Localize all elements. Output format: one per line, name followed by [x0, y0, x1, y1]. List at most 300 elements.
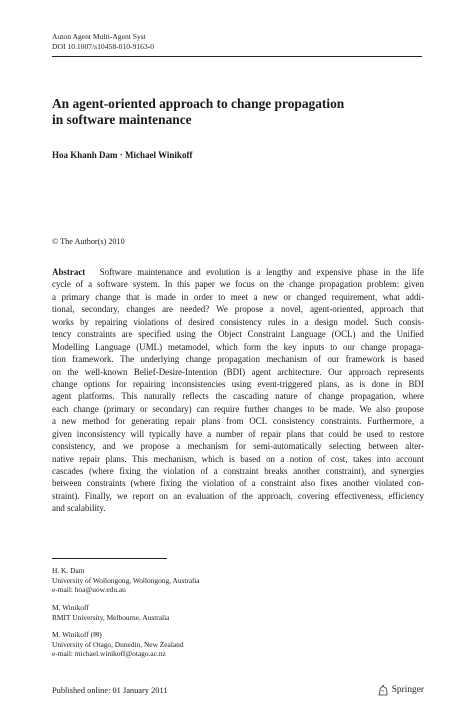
abstract-word: novel, — [280, 304, 304, 315]
abstract-word: (BDI) — [223, 366, 246, 377]
abstract-word: architecture. — [277, 366, 322, 377]
abstract-word: between — [368, 441, 398, 452]
abstract-word: between — [52, 478, 82, 489]
abstract-word: tency — [52, 329, 72, 340]
abstract-word: cascading — [233, 391, 269, 402]
abstract-word: this — [177, 279, 191, 290]
abstract-word: (OCL) — [331, 329, 356, 340]
doi: DOI 10.1007/s10458-010-9163-0 — [52, 42, 155, 51]
abstract-word: (primary — [103, 403, 135, 414]
abstract-word: event-triggered — [257, 378, 313, 389]
abstract-word: design — [314, 316, 338, 327]
abstract-word: metamodel, — [168, 341, 210, 352]
abstract-word: is — [145, 291, 152, 302]
abstract-word: changed — [296, 291, 327, 302]
abstract-word: propagation — [319, 279, 362, 290]
abstract-word: could — [328, 428, 349, 439]
abstract-word: phase — [357, 267, 378, 277]
abstract-word: and — [102, 441, 116, 452]
abstract-word: changes — [126, 304, 156, 315]
abstract-word: of — [229, 490, 237, 501]
abstract-word: are — [162, 304, 174, 315]
abstract-line — [52, 465, 424, 477]
abstract-word: This — [121, 391, 138, 402]
abstract-word: constraints — [77, 329, 116, 340]
abstract-word: into — [376, 453, 391, 464]
abstract-word: system. — [132, 279, 160, 290]
abstract-line — [52, 440, 424, 452]
abstract-word: used — [366, 428, 383, 439]
abstract-word: repairing — [94, 316, 128, 327]
abstract-word: requirement, — [331, 291, 378, 302]
abstract-word: for — [116, 378, 127, 389]
abstract-word: violation — [202, 478, 235, 489]
abstract-word: fixes — [320, 478, 338, 489]
abstract-word: focus — [235, 279, 255, 290]
abstract-word: con- — [408, 478, 424, 489]
abstract-word: for — [235, 441, 246, 452]
abstract-word: also — [376, 403, 391, 414]
abstract-word: BDI — [408, 378, 424, 389]
abstract-word: for — [115, 416, 126, 427]
abstract-word: notion — [289, 453, 313, 464]
abstract-word: have — [185, 428, 203, 439]
abstract-word: a — [256, 267, 261, 277]
abstract-word: plans — [201, 416, 221, 427]
abstract-word: a — [419, 416, 424, 427]
abstract-word: framework. — [72, 354, 114, 365]
journal-name: Auton Agent Multi-Agent Syst — [52, 32, 146, 41]
abstract-word: efficiency — [388, 490, 424, 501]
abstract-word: consistency — [220, 316, 262, 327]
abstract-word: constraints — [86, 478, 126, 489]
abstract-word: in — [395, 378, 403, 389]
abstract-word: alter- — [405, 441, 424, 452]
abstract-word: framework — [345, 354, 385, 365]
affiliation-email: e-mail: michael.winikoff@otago.ac.nz — [52, 649, 166, 659]
abstract-word: that — [410, 304, 424, 315]
abstract-line — [52, 341, 424, 353]
abstract-word: change — [52, 378, 78, 389]
abstract-word: changes — [273, 403, 303, 414]
abstract-word: propagation, — [350, 391, 396, 402]
abstract-word: using — [231, 378, 252, 389]
abstract-word: the — [379, 329, 391, 340]
abstract-word: specified — [138, 329, 171, 340]
abstract-word: report — [132, 490, 154, 501]
abstract-word: which — [201, 453, 224, 464]
abstract-word: reflects — [182, 391, 209, 402]
abstract-word: Software — [99, 267, 132, 277]
abstract-word: on — [266, 453, 275, 464]
abstract-word: and — [298, 267, 312, 277]
abstract-word: based — [240, 453, 261, 464]
abstract-word: we — [219, 279, 231, 290]
abstract-word: in — [181, 291, 189, 302]
abstract-word: Modelling — [52, 341, 90, 352]
abstract-word: another — [293, 466, 320, 476]
abstract-word: of — [75, 279, 84, 290]
abstract-word: fixing — [160, 478, 182, 489]
abstract-word: plans — [286, 428, 306, 439]
abstract-word: platforms. — [78, 391, 115, 402]
abstract-word: tion — [52, 354, 66, 365]
abstract-word: maintenance — [137, 267, 183, 277]
abstract-word: will — [130, 428, 145, 439]
abstract-word: violated — [374, 478, 404, 489]
abstract-word: what — [382, 291, 401, 302]
abstract-word: underlying — [140, 354, 180, 365]
abstract-word: the — [395, 267, 407, 277]
abstract-word: also — [300, 478, 316, 489]
abstract-word: meet — [230, 291, 249, 302]
affiliation-institution: University of Otago, Dunedin, New Zealand — [52, 639, 184, 649]
abstract-line — [52, 453, 424, 465]
abstract-word: repair — [174, 416, 196, 427]
abstract-word: new — [263, 291, 278, 302]
abstract-word: a — [52, 291, 56, 302]
abstract-word: inconsistencies — [171, 378, 226, 389]
abstract-word: lengthy — [265, 267, 293, 277]
title-line: in software maintenance — [52, 112, 192, 127]
affiliation-name: M. Winikoff — [52, 603, 89, 612]
header-rule — [52, 56, 422, 57]
abstract-word: is — [391, 354, 398, 365]
publisher-name: Springer — [391, 685, 424, 695]
abstract-word: and — [52, 503, 68, 514]
abstract-word: OCL — [249, 416, 268, 427]
abstract-word: straint). — [52, 490, 80, 501]
abstract-word: secondary, — [81, 304, 120, 315]
abstract-word: evolution — [206, 267, 240, 277]
abstract-word: software — [97, 279, 128, 290]
affiliation-institution: University of Wollongong, Wollongong, Australia — [52, 575, 200, 585]
copyright-notice: © The Author(s) 2010 — [52, 237, 125, 246]
abstract-line — [52, 328, 424, 340]
abstract-word: the — [273, 279, 285, 290]
abstract-word: done — [371, 378, 389, 389]
abstract-word: We — [216, 304, 228, 315]
abstract-word: we — [122, 441, 134, 452]
abstract-line — [52, 266, 424, 278]
abstract-word: propaga- — [392, 341, 424, 352]
abstract-word: inputs — [302, 341, 325, 352]
abstract-word: options — [83, 378, 110, 389]
abstract-word: In — [164, 279, 173, 290]
abstract-line — [52, 316, 424, 328]
abstract-word: and — [187, 267, 201, 277]
abstract-word: the — [67, 366, 79, 377]
abstract-word: a — [270, 304, 274, 315]
abstract-word: works — [52, 316, 74, 327]
abstract-word: an — [173, 490, 182, 501]
abstract-word: that — [310, 428, 324, 439]
abstract-word: be — [353, 428, 362, 439]
abstract-word: (where — [130, 478, 156, 489]
abstract-word: the — [146, 466, 158, 476]
abstract-word: desired — [188, 316, 215, 327]
abstract-word: well-known — [84, 366, 128, 377]
abstract-word: Belief-Desire-Intention — [133, 366, 218, 377]
springer-horse-icon — [377, 684, 389, 696]
abstract-word: new — [61, 416, 77, 427]
abstract-word: and — [361, 329, 375, 340]
abstract-word: model. — [343, 316, 369, 327]
abstract-line — [52, 278, 424, 290]
abstract-word: of — [313, 354, 321, 365]
abstract-word: method — [82, 416, 110, 427]
abstract-word: change — [360, 341, 387, 352]
abstract-word: consistency, — [52, 441, 96, 452]
abstract-word: based — [403, 354, 424, 365]
abstract-word: constraint), — [325, 466, 367, 476]
abstract-word: rules — [267, 316, 286, 327]
abstract-word: we — [116, 490, 128, 501]
abstract-word: of — [318, 453, 326, 464]
abstract-word: which — [215, 341, 238, 352]
abstract-word: naturally — [143, 391, 176, 402]
abstract-word: evaluation — [186, 490, 224, 501]
abstract-word: native — [52, 453, 74, 464]
abstract-word: is — [245, 267, 252, 277]
abstract-word: a — [213, 466, 218, 476]
abstract-word: a — [176, 441, 181, 452]
abstract-word: breaks — [264, 466, 288, 476]
abstract-word: generating — [131, 416, 169, 427]
abstract-word: from — [226, 416, 244, 427]
abstract-line — [52, 490, 424, 502]
abstract-word: approach — [370, 304, 404, 315]
abstract-line — [52, 291, 424, 303]
abstract-word: change — [95, 291, 121, 302]
abstract-word: agent — [52, 391, 72, 402]
abstract-line — [52, 502, 424, 514]
abstract-word: another — [342, 478, 370, 489]
abstract-word: mechanism — [187, 441, 229, 452]
abstract-word: key — [283, 341, 297, 352]
abstract-word: in — [291, 316, 299, 327]
abstract-word: constraint — [223, 466, 259, 476]
abstract-word: violations — [133, 316, 169, 327]
abstract — [52, 266, 424, 515]
abstract-word: agent — [251, 366, 271, 377]
abstract-word: selecting — [329, 441, 361, 452]
abstract-word: synergies — [390, 466, 424, 476]
abstract-word: of — [304, 391, 312, 402]
abstract-word: Constraint — [247, 329, 285, 340]
abstract-word: (UML) — [136, 341, 163, 352]
abstract-word: the — [215, 391, 227, 402]
abstract-word: Finally, — [84, 490, 112, 501]
abstract-word: further — [244, 403, 269, 414]
abstract-word: addi- — [405, 291, 424, 302]
abstract-word: primary — [61, 291, 90, 302]
abstract-word: covering — [298, 490, 330, 501]
abstract-word: propose — [140, 441, 169, 452]
abstract-word: to — [387, 428, 395, 439]
affiliation-name: M. Winikoff (✉) — [52, 630, 102, 639]
abstract-word: a — [207, 428, 212, 439]
abstract-line — [52, 403, 424, 415]
abstract-word: the — [201, 329, 213, 340]
abstract-word: a — [304, 316, 309, 327]
abstract-word: can — [196, 403, 210, 414]
abstract-word: the — [186, 478, 198, 489]
abstract-label: Abstract — [52, 267, 86, 277]
abstract-word: constraints. — [320, 416, 362, 427]
abstract-word: inconsistency — [76, 428, 126, 439]
abstract-word: expensive — [316, 267, 353, 277]
abstract-word: plans. — [105, 453, 127, 464]
abstract-word: constraint — [260, 478, 296, 489]
abstract-word: account — [396, 453, 424, 464]
abstract-word: fixing — [119, 466, 141, 476]
abstract-word: problem: — [366, 279, 400, 290]
abstract-word: the — [266, 341, 278, 352]
abstract-word: by — [79, 316, 89, 327]
abstract-word: where — [402, 391, 424, 402]
abstract-word: mechanism, — [153, 453, 197, 464]
abstract-word: using — [176, 329, 196, 340]
abstract-word: of — [174, 316, 183, 327]
abstract-word: or — [283, 291, 291, 302]
abstract-word: to — [218, 291, 226, 302]
paper-title — [52, 96, 432, 128]
abstract-word: paper — [194, 279, 215, 290]
abstract-word: mechanism — [266, 354, 308, 365]
footnote-rule — [52, 558, 167, 559]
affiliation-block — [52, 566, 200, 595]
abstract-word: a — [251, 478, 256, 489]
abstract-word: be — [319, 403, 328, 414]
abstract-word: cascades — [52, 466, 84, 476]
abstract-word: propagation — [217, 354, 260, 365]
abstract-word: our — [343, 341, 355, 352]
abstract-word: Furthermore, — [367, 416, 415, 427]
abstract-word: (where — [88, 466, 114, 476]
abstract-word: order — [193, 291, 213, 302]
abstract-word: Language — [290, 329, 326, 340]
abstract-word: takes — [352, 453, 372, 464]
abstract-line — [52, 378, 424, 390]
abstract-word: approach — [348, 366, 382, 377]
abstract-word: nature — [275, 391, 298, 402]
abstract-word: change — [318, 391, 344, 402]
abstract-word: change — [73, 403, 99, 414]
abstract-word: on — [52, 366, 61, 377]
abstract-word: cycle — [52, 279, 71, 290]
abstract-word: in — [383, 267, 391, 277]
affiliation-name: H. K. Dam — [52, 566, 85, 575]
abstract-word: restore — [399, 428, 424, 439]
publisher-logo — [377, 684, 424, 696]
abstract-line — [52, 415, 424, 427]
abstract-word: propose — [395, 403, 424, 414]
abstract-line — [52, 303, 424, 315]
abstract-word: number — [215, 428, 244, 439]
abstract-word: as — [345, 378, 354, 389]
abstract-word: of — [239, 478, 247, 489]
abstract-word: agent-oriented, — [309, 304, 364, 315]
title-line: An agent-oriented approach to change propagation — [52, 96, 345, 111]
abstract-word: that — [126, 291, 140, 302]
abstract-word: a — [280, 453, 285, 464]
abstract-word: The — [120, 354, 135, 365]
running-header — [52, 32, 154, 52]
abstract-word: tional, — [52, 304, 75, 315]
affiliation-email: e-mail: hoa@uow.edu.au — [52, 585, 126, 595]
abstract-word: is — [359, 378, 366, 389]
abstract-word: scalability. — [67, 503, 106, 514]
abstract-word: secondary) — [152, 403, 192, 414]
abstract-word: or — [139, 403, 148, 414]
abstract-word: a — [253, 291, 258, 302]
abstract-word: consistency — [272, 416, 315, 427]
abstract-word: our — [327, 354, 340, 365]
abstract-word: is — [228, 453, 235, 464]
abstract-word: a — [88, 279, 93, 290]
abstract-word: made. — [332, 403, 355, 414]
abstract-word: Language — [95, 341, 131, 352]
abstract-word: repair — [260, 428, 282, 439]
abstract-word: require — [214, 403, 240, 414]
abstract-word: represents — [387, 366, 424, 377]
affiliation-block — [52, 603, 169, 622]
abstract-word: violation — [163, 466, 195, 476]
author-list: Hoa Khanh Dam · Michael Winikoff — [52, 150, 193, 160]
abstract-word: form — [243, 341, 261, 352]
abstract-word: are — [121, 329, 133, 340]
abstract-word: and — [371, 466, 385, 476]
abstract-word: plans, — [318, 378, 340, 389]
abstract-line — [52, 477, 424, 489]
abstract-line — [52, 428, 424, 440]
abstract-word: approach, — [257, 490, 293, 501]
abstract-word: effectiveness, — [334, 490, 384, 501]
abstract-word: needed? — [179, 304, 210, 315]
abstract-word: to — [307, 403, 315, 414]
affiliation-institution: RMIT University, Melbourne, Australia — [52, 612, 170, 622]
abstract-word: to — [330, 341, 338, 352]
abstract-word: Unified — [396, 329, 424, 340]
abstract-word: on — [259, 279, 269, 290]
abstract-line — [52, 366, 424, 378]
abstract-word: consis- — [398, 316, 424, 327]
abstract-word: each — [52, 403, 69, 414]
abstract-word: of — [248, 428, 256, 439]
abstract-word: change — [289, 279, 315, 290]
abstract-word: change — [185, 354, 211, 365]
abstract-word: given — [404, 279, 424, 290]
abstract-line — [52, 390, 424, 402]
abstract-word: repairing — [132, 378, 166, 389]
abstract-word: We — [359, 403, 372, 414]
abstract-word: of — [200, 466, 208, 476]
affiliation-block — [52, 630, 184, 659]
abstract-word: a — [52, 416, 56, 427]
abstract-word: made — [156, 291, 176, 302]
abstract-word: on — [159, 490, 168, 501]
abstract-word: life — [411, 267, 424, 277]
abstract-word: Such — [374, 316, 393, 327]
abstract-word: typically — [149, 428, 181, 439]
abstract-word: Our — [328, 366, 343, 377]
abstract-word: repair — [79, 453, 101, 464]
abstract-word: given — [52, 428, 72, 439]
publication-date: Published online: 01 January 2011 — [52, 686, 168, 695]
abstract-word: semi-automatically — [253, 441, 322, 452]
abstract-word: cost, — [330, 453, 348, 464]
